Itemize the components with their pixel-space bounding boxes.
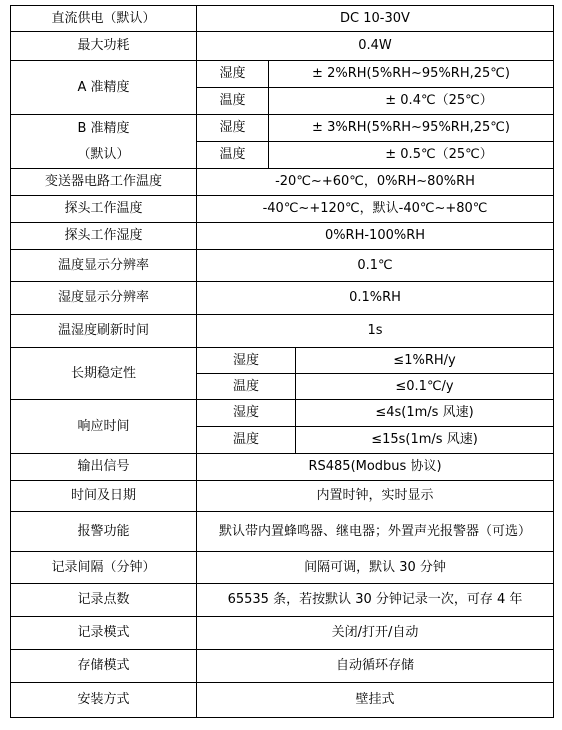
row-sub-label: 温度 — [197, 142, 269, 169]
row-value: 0.4W — [197, 32, 554, 61]
row-label: 湿度显示分辨率 — [11, 282, 197, 315]
row-value: ± 3%RH(5%RH~95%RH,25℃) — [269, 115, 554, 142]
table-row — [11, 481, 554, 512]
row-sub-label: 湿度 — [197, 115, 269, 142]
table-row — [11, 223, 554, 250]
table-row — [11, 348, 554, 374]
row-value: ± 0.5℃（25℃） — [269, 142, 554, 169]
table-row — [11, 454, 554, 481]
row-value: 关闭/打开/自动 — [197, 617, 554, 650]
table-row — [11, 282, 554, 315]
row-label: 温度显示分辨率 — [11, 250, 197, 282]
table-row — [11, 315, 554, 348]
row-value: -40℃~+120℃，默认-40℃~+80℃ — [197, 196, 554, 223]
table-row — [11, 169, 554, 196]
table-row — [11, 617, 554, 650]
row-value: 内置时钟，实时显示 — [197, 481, 554, 512]
table-row — [11, 650, 554, 683]
row-sub-label: 温度 — [197, 88, 269, 115]
row-label: 响应时间 — [11, 400, 197, 454]
row-value: ± 0.4℃（25℃） — [269, 88, 554, 115]
row-label: 记录间隔（分钟） — [11, 552, 197, 584]
spec-table — [10, 5, 554, 718]
row-sub-label: 湿度 — [197, 348, 296, 374]
row-value: ± 2%RH(5%RH~95%RH,25℃) — [269, 61, 554, 88]
row-label: 探头工作湿度 — [11, 223, 197, 250]
row-value: ≤4s(1m/s 风速) — [296, 400, 554, 427]
row-label: 输出信号 — [11, 454, 197, 481]
row-label: 记录点数 — [11, 584, 197, 617]
row-value: 65535 条，若按默认 30 分钟记录一次，可存 4 年 — [197, 584, 554, 617]
row-value: 间隔可调，默认 30 分钟 — [197, 552, 554, 584]
row-label: 直流供电（默认） — [11, 6, 197, 32]
table-row — [11, 552, 554, 584]
row-sub-label: 温度 — [197, 427, 296, 454]
row-label: 变送器电路工作温度 — [11, 169, 197, 196]
table-row — [11, 115, 554, 142]
row-label — [11, 115, 197, 169]
row-value: 壁挂式 — [197, 683, 554, 718]
row-label: 长期稳定性 — [11, 348, 197, 400]
row-label: 安装方式 — [11, 683, 197, 718]
table-row — [11, 250, 554, 282]
row-value: RS485(Modbus 协议) — [197, 454, 554, 481]
table-row — [11, 32, 554, 61]
row-label: A 准精度 — [11, 61, 197, 115]
row-sub-label: 温度 — [197, 374, 296, 400]
row-label-line: （默认） — [77, 146, 130, 162]
table-row — [11, 400, 554, 427]
row-value: 默认带内置蜂鸣器、继电器；外置声光报警器（可选） — [197, 512, 554, 552]
row-value: ≤1%RH/y — [296, 348, 554, 374]
row-value: ≤0.1℃/y — [296, 374, 554, 400]
row-label: 探头工作温度 — [11, 196, 197, 223]
row-value: 自动循环存储 — [197, 650, 554, 683]
row-value: 0%RH-100%RH — [197, 223, 554, 250]
row-label: 最大功耗 — [11, 32, 197, 61]
row-label: 记录模式 — [11, 617, 197, 650]
row-sub-label: 湿度 — [197, 400, 296, 427]
row-value: 0.1℃ — [197, 250, 554, 282]
row-value: ≤15s(1m/s 风速) — [296, 427, 554, 454]
table-row — [11, 584, 554, 617]
row-sub-label: 湿度 — [197, 61, 269, 88]
row-value: 0.1%RH — [197, 282, 554, 315]
row-label: 温湿度刷新时间 — [11, 315, 197, 348]
row-value: DC 10-30V — [197, 6, 554, 32]
table-row — [11, 61, 554, 88]
row-value: -20℃~+60℃，0%RH~80%RH — [197, 169, 554, 196]
table-row — [11, 196, 554, 223]
table-row — [11, 6, 554, 32]
row-value: 1s — [197, 315, 554, 348]
table-row — [11, 512, 554, 552]
row-label-line: B 准精度 — [77, 120, 130, 136]
table-row — [11, 683, 554, 718]
row-label: 时间及日期 — [11, 481, 197, 512]
row-label: 报警功能 — [11, 512, 197, 552]
row-label: 存储模式 — [11, 650, 197, 683]
